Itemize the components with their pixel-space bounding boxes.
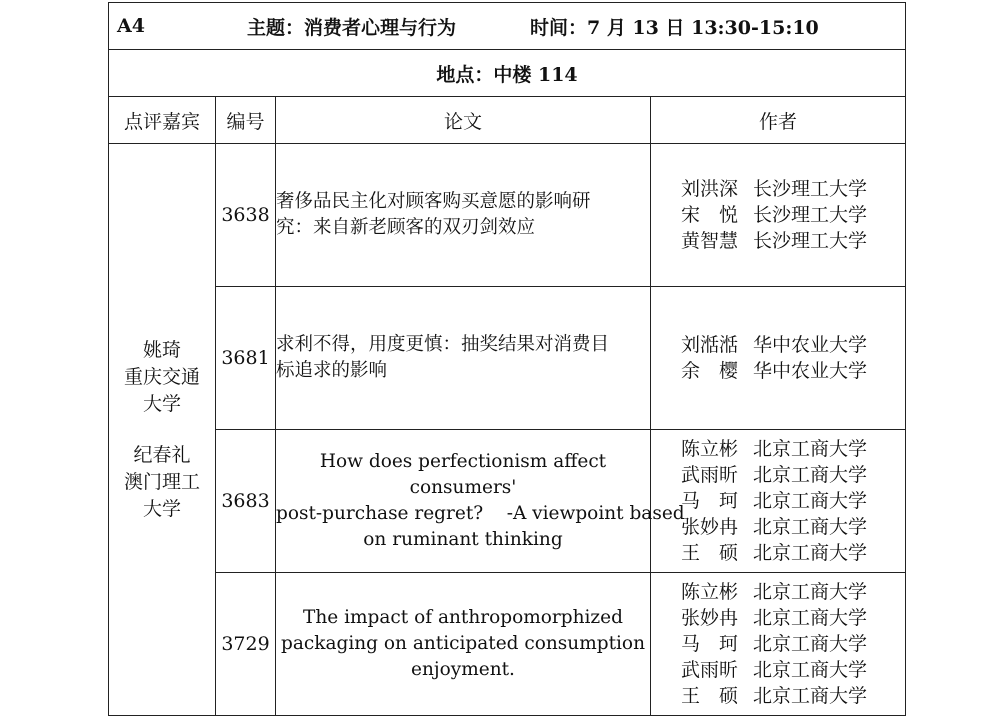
author-entry <box>681 488 905 514</box>
author-entry <box>681 202 905 228</box>
author-affiliation: 北京工商大学 <box>753 464 868 486</box>
author-entry <box>681 358 905 384</box>
reviewer-affiliation: 澳门理工 <box>123 470 200 493</box>
author-affiliation: 长沙理工大学 <box>753 230 868 252</box>
author-name: 余 樱 <box>681 360 739 382</box>
paper-title-line: 奢侈品民主化对顾客购买意愿的影响研 <box>276 191 591 212</box>
session-location: 地点：中楼 114 <box>109 50 906 97</box>
author-affiliation: 华中农业大学 <box>753 360 868 382</box>
author-affiliation: 北京工商大学 <box>753 607 868 629</box>
author-entry <box>681 657 905 683</box>
author-entry <box>681 605 905 631</box>
paper-row <box>109 430 906 573</box>
reviewer-affiliation: 重庆交通 <box>123 365 200 388</box>
author-name: 武雨昕 <box>681 464 739 486</box>
paper-row <box>109 573 906 716</box>
author-entry <box>681 462 905 488</box>
paper-number: 3681 <box>216 287 276 430</box>
paper-row <box>109 287 906 430</box>
author-name: 陈立彬 <box>681 438 739 460</box>
author-affiliation: 北京工商大学 <box>753 633 868 655</box>
paper-title-line: enjoyment. <box>411 659 515 680</box>
author-affiliation: 长沙理工大学 <box>753 178 868 200</box>
paper-title-line: post-purchase regret? -A viewpoint based <box>276 503 685 524</box>
author-name: 马 珂 <box>681 490 739 512</box>
paper-title-line: 求利不得，用度更慎：抽奖结果对消费目 <box>276 334 610 355</box>
paper-title <box>276 573 651 716</box>
reviewers-cell <box>109 144 216 716</box>
column-header-reviewer: 点评嘉宾 <box>109 97 216 144</box>
author-entry <box>681 228 905 254</box>
session-header-row <box>109 3 906 50</box>
paper-authors <box>651 430 906 573</box>
column-header-paper: 论文 <box>276 97 651 144</box>
column-header-number: 编号 <box>216 97 276 144</box>
paper-row <box>109 144 906 287</box>
author-name: 马 珂 <box>681 633 739 655</box>
author-entry <box>681 436 905 462</box>
author-affiliation: 长沙理工大学 <box>753 204 868 226</box>
author-affiliation: 北京工商大学 <box>753 516 868 538</box>
paper-authors <box>651 573 906 716</box>
session-id: A4 <box>117 15 145 37</box>
session-schedule-table <box>108 2 906 716</box>
reviewer-affiliation: 大学 <box>142 497 181 520</box>
author-name: 王 硕 <box>681 685 739 707</box>
author-entry <box>681 540 905 566</box>
author-affiliation: 北京工商大学 <box>753 659 868 681</box>
author-name: 黄智慧 <box>681 230 739 252</box>
paper-number: 3683 <box>216 430 276 573</box>
paper-number: 3638 <box>216 144 276 287</box>
author-name: 王 硕 <box>681 542 739 564</box>
paper-title-line: packaging on anticipated consumption <box>281 633 645 654</box>
author-entry <box>681 579 905 605</box>
author-name: 刘洪深 <box>681 178 739 200</box>
author-affiliation: 华中农业大学 <box>753 334 868 356</box>
reviewer-name: 姚琦 <box>142 338 181 361</box>
paper-title <box>276 287 651 430</box>
session-time: 时间：7 月 13 日 13:30-15:10 <box>529 16 819 39</box>
paper-title <box>276 430 685 573</box>
paper-title <box>276 144 651 287</box>
paper-title-line: 究：来自新老顾客的双刃剑效应 <box>276 217 536 238</box>
author-affiliation: 北京工商大学 <box>753 685 868 707</box>
author-name: 张妙冉 <box>681 516 739 538</box>
author-affiliation: 北京工商大学 <box>753 581 868 603</box>
author-name: 武雨昕 <box>681 659 739 681</box>
author-affiliation: 北京工商大学 <box>753 438 868 460</box>
paper-title-line: How does perfectionism affect consumers' <box>319 451 607 498</box>
author-entry <box>681 514 905 540</box>
paper-title-line: The impact of anthropomorphized <box>303 607 623 628</box>
author-name: 张妙冉 <box>681 607 739 629</box>
author-entry <box>681 631 905 657</box>
author-entry <box>681 332 905 358</box>
reviewer-affiliation: 大学 <box>142 392 181 415</box>
author-entry <box>681 683 905 709</box>
author-name: 宋 悦 <box>681 204 739 226</box>
location-row <box>109 50 906 97</box>
paper-number: 3729 <box>216 573 276 716</box>
session-theme: 主题：消费者心理与行为 <box>246 16 456 39</box>
paper-authors <box>651 144 906 287</box>
reviewer-name: 纪春礼 <box>133 443 191 466</box>
column-header-row <box>109 97 906 144</box>
author-name: 陈立彬 <box>681 581 739 603</box>
paper-title-line: 标追求的影响 <box>276 360 388 381</box>
author-affiliation: 北京工商大学 <box>753 542 868 564</box>
author-name: 刘湉湉 <box>681 334 739 356</box>
column-header-authors: 作者 <box>651 97 906 144</box>
session-header-cell <box>109 3 906 50</box>
paper-authors <box>651 287 906 430</box>
author-affiliation: 北京工商大学 <box>753 490 868 512</box>
author-entry <box>681 176 905 202</box>
paper-title-line: on ruminant thinking <box>363 529 563 550</box>
